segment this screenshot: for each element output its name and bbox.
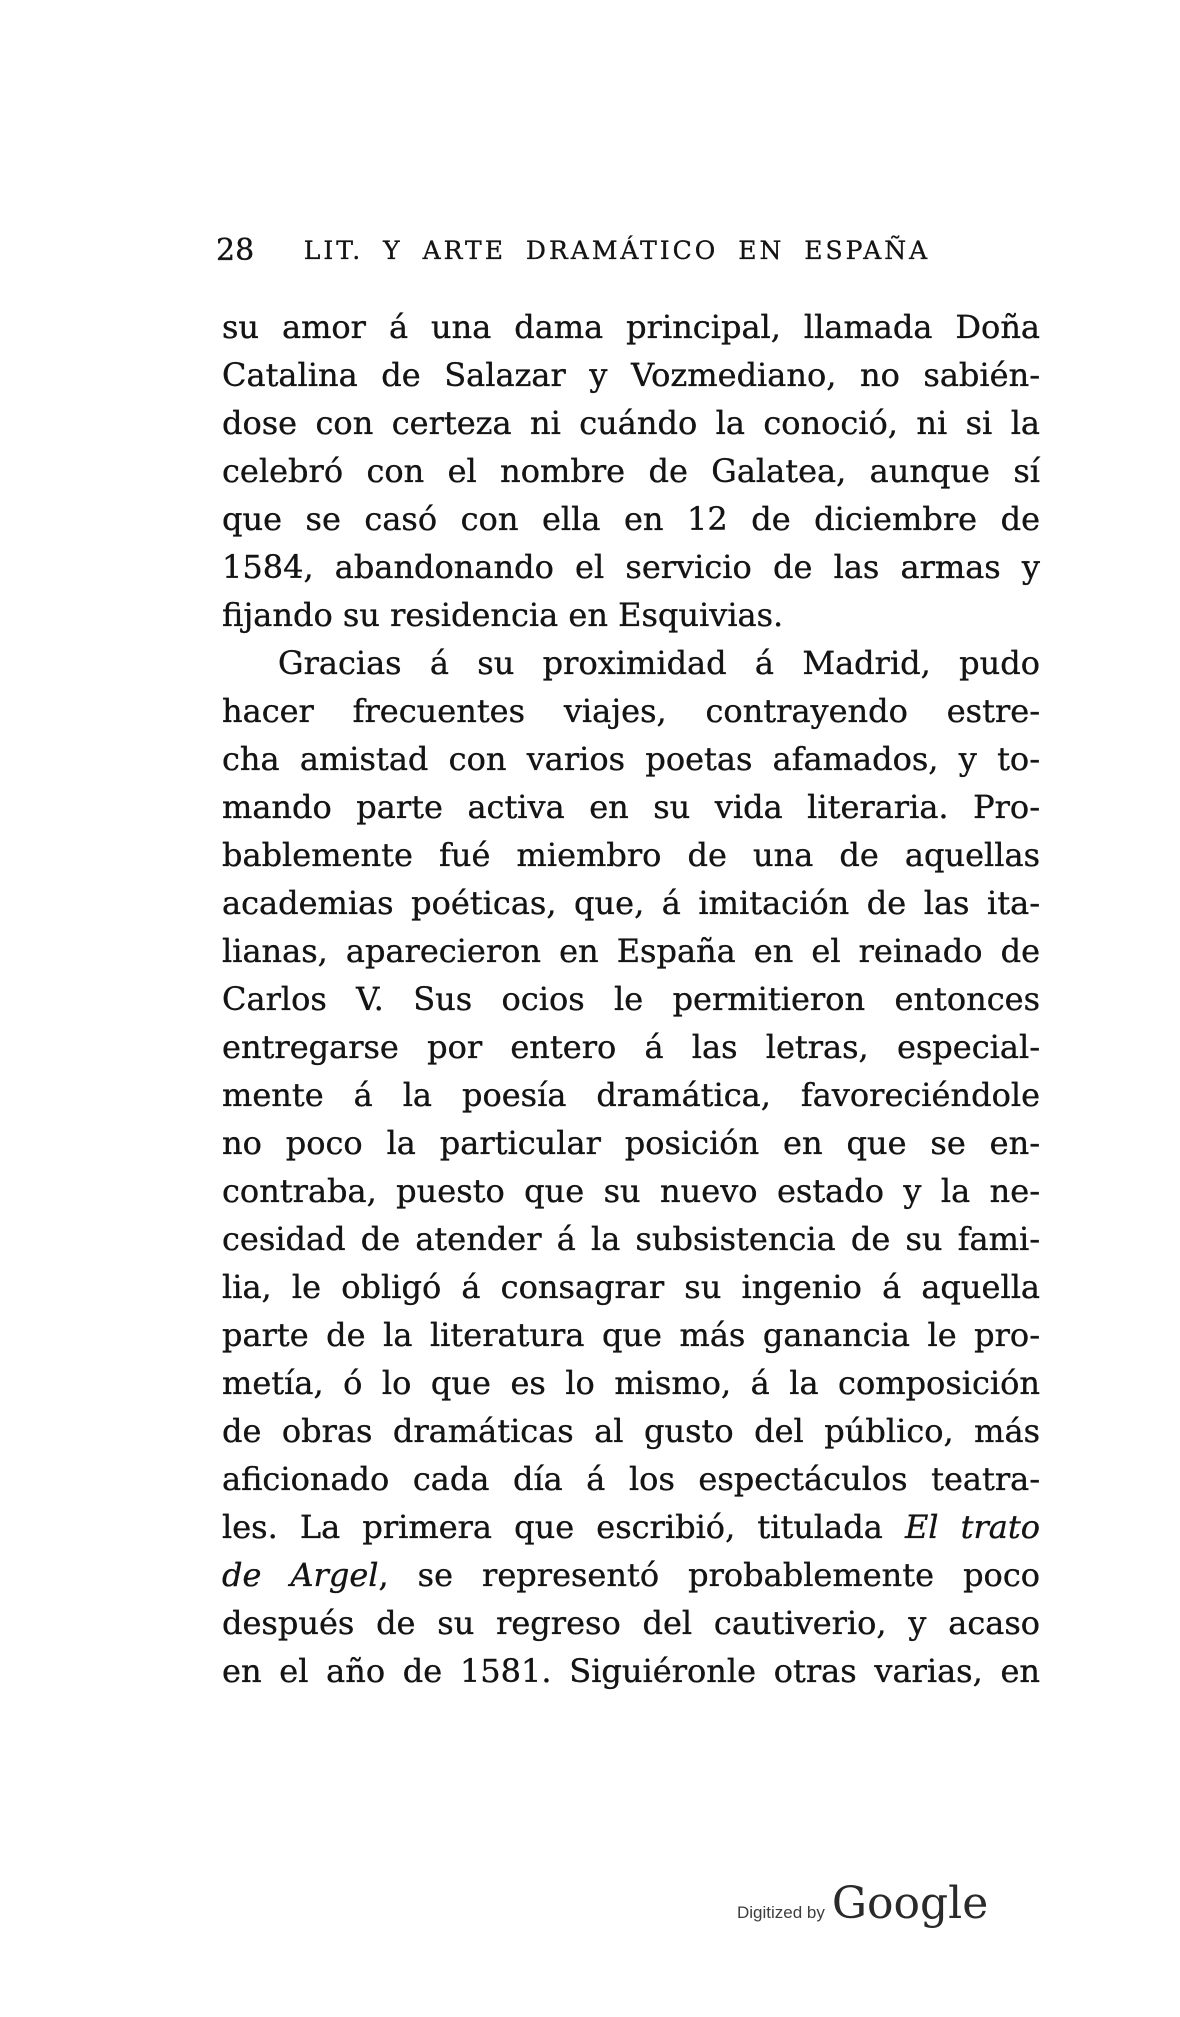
text-line [222,975,1040,1023]
text-run: parte de la literatura que más ganancia le pro- [222,1316,1040,1354]
text-line [222,927,1040,975]
text-line [222,1551,1040,1599]
text-line [222,1455,1040,1503]
text-run: les. La primera que escribió, titulada [222,1508,905,1546]
text-run: , se representó probablemente poco [378,1556,1041,1594]
text-line [222,447,1040,495]
text-line [222,687,1040,735]
text-run: mando parte activa en su vida literaria. Pro- [222,788,1040,826]
text-run: 1584, abandonando el servicio de las armas y [222,548,1040,586]
text-run: dose con certeza ni cuándo la conoció, ni si la [222,404,1040,442]
google-logo: Google [831,1878,989,1929]
text-run: lia, le obligó á consagrar su ingenio á aquella [222,1268,1040,1306]
page-number: 28 [216,233,255,268]
text-line [222,591,1040,639]
page-header [216,233,1040,270]
text-line [222,399,1040,447]
text-run: fijando su residencia en Esquivias. [222,596,784,634]
text-run: mente á la poesía dramática, favoreciéndole [222,1076,1040,1114]
text-run: Carlos V. Sus ocios le permitieron entonces [222,980,1040,1018]
text-run: entregarse por entero á las letras, especial- [222,1028,1040,1066]
text-run: bablemente fué miembro de una de aquellas [222,836,1040,874]
text-line [222,1407,1040,1455]
text-line [222,831,1040,879]
text-run: no poco la particular posición en que se en- [222,1124,1040,1162]
watermark [737,1878,989,1929]
text-line [222,1023,1040,1071]
text-line [222,783,1040,831]
italic-text-run: de Argel [222,1556,379,1594]
text-run: de obras dramáticas al gusto del público, más [222,1412,1040,1450]
text-run: su amor á una dama principal, llamada Doña [222,308,1040,346]
text-run: celebró con el nombre de Galatea, aunque sí [222,452,1040,490]
text-line [222,1071,1040,1119]
text-run: en el año de 1581. Siguiéronle otras varias, en [222,1652,1040,1690]
text-line [222,1167,1040,1215]
text-run: metía, ó lo que es lo mismo, á la composición [222,1364,1040,1402]
text-run: Catalina de Salazar y Vozmediano, no sabién- [222,356,1040,394]
text-run: después de su regreso del cautiverio, y acaso [222,1604,1040,1642]
text-run: aficionado cada día á los espectáculos teatra- [222,1460,1040,1498]
text-run: academias poéticas, que, á imitación de las ita- [222,884,1040,922]
body-text [222,303,1040,1695]
text-line [222,639,1040,687]
running-title: LIT. Y ARTE DRAMÁTICO EN ESPAÑA [303,236,931,265]
italic-text-run: El trato [904,1508,1041,1546]
text-line [222,1119,1040,1167]
text-line [222,879,1040,927]
text-line [222,1359,1040,1407]
text-line [222,1263,1040,1311]
text-run: cesidad de atender á la subsistencia de su fami- [222,1220,1040,1258]
text-run: lianas, aparecieron en España en el reinado de [222,932,1040,970]
text-line [222,1311,1040,1359]
text-line [222,303,1040,351]
text-line [222,543,1040,591]
text-run: hacer frecuentes viajes, contrayendo estre- [222,692,1040,730]
text-run: que se casó con ella en 12 de diciembre de [222,500,1040,538]
text-line [222,495,1040,543]
text-line [222,1647,1040,1695]
text-run: Gracias á su proximidad á Madrid, pudo [278,644,1040,682]
text-line [222,1215,1040,1263]
text-line [222,1503,1040,1551]
watermark-prefix: Digitized by [737,1903,825,1922]
text-line [222,351,1040,399]
text-run: cha amistad con varios poetas afamados, y to- [222,740,1040,778]
text-line [222,1599,1040,1647]
text-run: contraba, puesto que su nuevo estado y la ne- [222,1172,1040,1210]
text-line [222,735,1040,783]
